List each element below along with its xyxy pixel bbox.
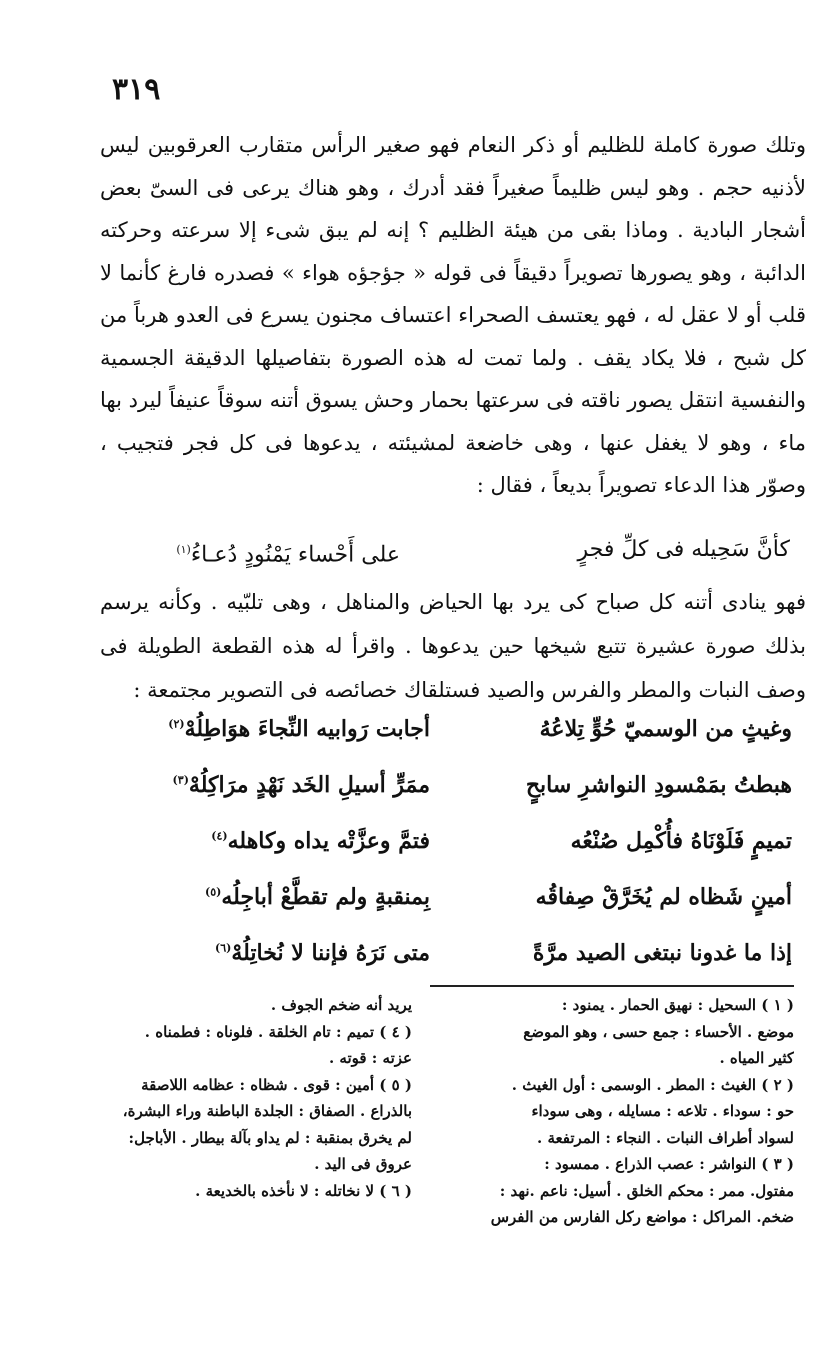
- footnote-marker: (١): [176, 543, 191, 556]
- footnote-line: ضخم. المراكل : مواضع ركل الفارس من الفرس: [490, 1208, 794, 1226]
- poem-hemistich-second: [215, 940, 430, 966]
- footnote-line: ( ١ ) السحيل : نهيق الحمار . يمنود :: [561, 996, 794, 1014]
- text-line: يرسم بذلك صورة عشيرة تتبع شيخها حين يدعوها . واقرأ له هذه القطعة الطويلة: [100, 590, 806, 658]
- poem-hemistich-second: [168, 716, 430, 742]
- footnote-line: ( ٣ ) النواشر : عصب الذراع . ممسود :: [544, 1155, 794, 1173]
- text-line: بعض أشجار البادية . وماذا بقى من هيئة الظليم ؟ إنه لم يبق شىء إلا سرعته وحركته: [100, 175, 806, 242]
- footnote-line: ( ٢ ) الغيث : المطر . الوسمى : أول الغيث .: [511, 1075, 794, 1094]
- footnote-line: لسواد أطراف النبات . النجاء : المرتفعة .: [537, 1128, 794, 1147]
- footnote-line: عروق فى اليد .: [314, 1155, 412, 1173]
- footnote-line: لم يخرق بمنقبة : لم يداو بآلة بيطار . الأباجل:: [128, 1128, 412, 1147]
- paragraph-2: [100, 580, 806, 712]
- verse-line: [110, 528, 790, 572]
- text-line: الجسمية والنفسية انتقل يصور ناقته فى سرعتها بحمار وحش يسوق أتنه سوقاً عنيفاً: [100, 345, 806, 412]
- footnote-line: ( ٥ ) أمين : قوى . شظاه : عظامه اللاصقة: [141, 1075, 412, 1094]
- text-line: هرباً من كل شبح ، فلا يكاد يقف . ولما تمت له هذه الصورة بتفاصيلها الدقيقة: [100, 303, 806, 370]
- poem-line: [100, 716, 800, 772]
- poem-line: [100, 828, 800, 884]
- poem-hemistich-first: أمينٍ شَظاه لم يُخَرَّقْ صِفاقُه: [535, 884, 792, 910]
- poem-line: [100, 940, 800, 996]
- hemistich-text: فتمَّ وعزَّتْه يداه وكاهله: [227, 828, 430, 854]
- hemistich-text: على أَحْساء يَمْنُودٍ دُعـاءُ: [190, 542, 400, 568]
- poem-hemistich-second: [205, 884, 430, 910]
- footnotes-right-column: [482, 992, 794, 1231]
- page-number: ٣١٩: [112, 72, 161, 107]
- text-line: الدائبة ، وهو يصورها تصويراً دقيقاً فى قوله « جؤجؤه هواء » فصدره فارغ كأنما: [119, 260, 806, 285]
- footnote-line: موضع . الأحساء : جمع حسى ، وهو الموضع: [523, 1022, 794, 1041]
- poem-hemistich-first: تميمٍ فَلَوْنَاهُ فأُكْمِل صُنْعُه: [570, 828, 792, 854]
- text-line: وتلك صورة كاملة للظليم أو ذكر النعام فهو صغير الرأس متقارب العرقوبين: [147, 133, 806, 157]
- footnote-marker: (٥): [205, 885, 222, 899]
- footnote-line: كثير المياه .: [719, 1049, 794, 1067]
- text-line: لا قلب أو لا عقل له ، فهو يعتسف الصحراء اعتساف مجنون يسرع فى العدو: [100, 260, 806, 327]
- paragraph-1: [100, 124, 806, 507]
- poem-hemistich-first: إذا ما غدونا نبتغى الصيد مرَّةً: [532, 940, 792, 966]
- text-line: فى وصف النبات والمطر والفرس والصيد فستلقاك خصائصه فى التصوير مجتمعة :: [100, 634, 806, 702]
- text-line: فهو ينادى أتنه كل صباح كى يرد بها الحياض والمناهل ، وهى تلبّيه . وكأنه: [158, 590, 806, 614]
- footnote-marker: (٢): [168, 717, 185, 731]
- poem-hemistich-second: [211, 828, 430, 854]
- hemistich-text: أجابت رَوابيه النِّجاءَ هوَاطِلُهْ: [184, 716, 430, 742]
- footnote-line: مفتول. ممر : محكم الخلق . أسيل: ناعم .نهد :: [499, 1181, 794, 1200]
- footnote-line: يريد أنه ضخم الجوف .: [270, 996, 412, 1014]
- text-line: ليس لأذنيه حجم . وهو ليس ظليماً صغيراً فقد أدرك ، وهو هناك يرعى فى السىّ: [100, 133, 806, 200]
- poem-hemistich-second: [173, 772, 430, 798]
- hemistich-text: متى نَرَهُ فإننا لا نُخاتِلُهْ: [231, 940, 430, 966]
- verse-hemistich-first: كأنَّ سَحِيله فى كلِّ فجرٍ: [577, 537, 790, 562]
- poem: [100, 716, 800, 996]
- verse-hemistich-second: [176, 528, 400, 577]
- poem-line: [100, 772, 800, 828]
- footnote-line: حو : سوداء . تلاعه : مسايله ، وهى سوداء: [531, 1102, 794, 1120]
- text-line: ليرد بها ماء ، وهو لا يغفل عنها ، وهى خاضعة لمشيئته ، يدعوها فى كل فجر: [100, 388, 806, 455]
- footnote-divider: [430, 985, 794, 987]
- text-line: فتجيب ، وصوّر هذا الدعاء تصويراً بديعاً ، فقال :: [100, 430, 806, 497]
- footnote-marker: (٤): [211, 829, 228, 843]
- hemistich-text: ممَرٍّ أسيلِ الخَد نَهْدٍ مرَاكِلُهْ: [188, 772, 430, 798]
- footnotes-left-column: [112, 992, 412, 1204]
- poem-hemistich-first: هبطتُ بمَمْسودِ النواشرِ سابحٍ: [525, 772, 792, 798]
- poem-hemistich-first: وغيثٍ من الوسميّ حُوٍّ تِلاعُهُ: [539, 716, 792, 742]
- footnote-marker: (٣): [172, 773, 189, 787]
- footnote-line: ( ٤ ) تميم : تام الخلقة . فلوناه : فطمناه .: [144, 1022, 412, 1041]
- footnote-marker: (٦): [214, 941, 232, 955]
- paragraph-1-text: [100, 124, 806, 507]
- poem-line: [100, 884, 800, 940]
- footnote-line: بالذراع . الصفاق : الجلدة الباطنة وراء البشرة،: [122, 1102, 412, 1120]
- footnote-line: ( ٦ ) لا نخاتله : لا نأخذه بالخديعة .: [195, 1181, 412, 1200]
- hemistich-text: بِمنقبةٍ ولم تقطَّعْ أباجِلُه: [221, 884, 430, 910]
- footnote-line: عزته : قوته .: [328, 1049, 412, 1067]
